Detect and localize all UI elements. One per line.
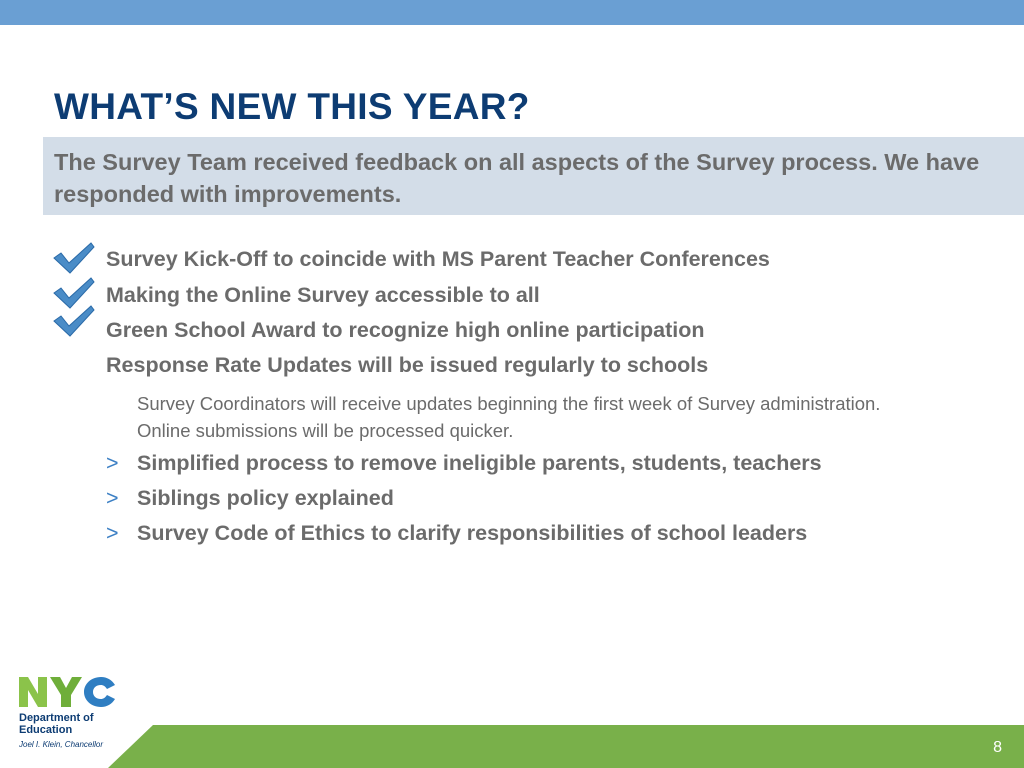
bullet-text: Siblings policy explained bbox=[137, 486, 394, 510]
check-icon bbox=[51, 241, 95, 275]
subtitle-text: The Survey Team received feedback on all aspects of the Survey process. We have responded with improvements. bbox=[54, 149, 980, 207]
nyc-doe-logo bbox=[18, 674, 128, 754]
checked-item: Making the Online Survey accessible to all bbox=[106, 283, 540, 307]
top-banner-bar bbox=[0, 0, 1024, 25]
checked-item: Green School Award to recognize high online participation bbox=[106, 318, 705, 342]
sub-note: Survey Coordinators will receive updates beginning the first week of Survey administration. Online submissions will be processed quicker. bbox=[137, 393, 881, 441]
chevron-right-icon: > bbox=[106, 486, 119, 510]
logo-chancellor: Joel I. Klein, Chancellor bbox=[19, 740, 104, 749]
chevron-right-icon: > bbox=[106, 521, 119, 545]
logo-line-1: Department of bbox=[19, 712, 94, 724]
logo-line-2: Education bbox=[19, 724, 73, 736]
plain-item: Response Rate Updates will be issued regularly to schools bbox=[106, 353, 709, 377]
bullet-text: Survey Code of Ethics to clarify responsibilities of school leaders bbox=[137, 521, 808, 545]
checked-item: Survey Kick-Off to coincide with MS Parent Teacher Conferences bbox=[106, 247, 770, 271]
chevron-right-icon: > bbox=[106, 451, 119, 475]
page-number: 8 bbox=[993, 739, 1002, 756]
slide-title: WHAT’S NEW THIS YEAR? bbox=[54, 86, 530, 127]
footer-bar bbox=[108, 725, 1024, 768]
bullet-text: Simplified process to remove ineligible parents, students, teachers bbox=[137, 451, 822, 475]
check-icon bbox=[51, 304, 95, 338]
subtitle-box bbox=[43, 137, 1024, 215]
nyc-logo-icon bbox=[18, 674, 120, 710]
logo-department-text bbox=[19, 712, 94, 736]
